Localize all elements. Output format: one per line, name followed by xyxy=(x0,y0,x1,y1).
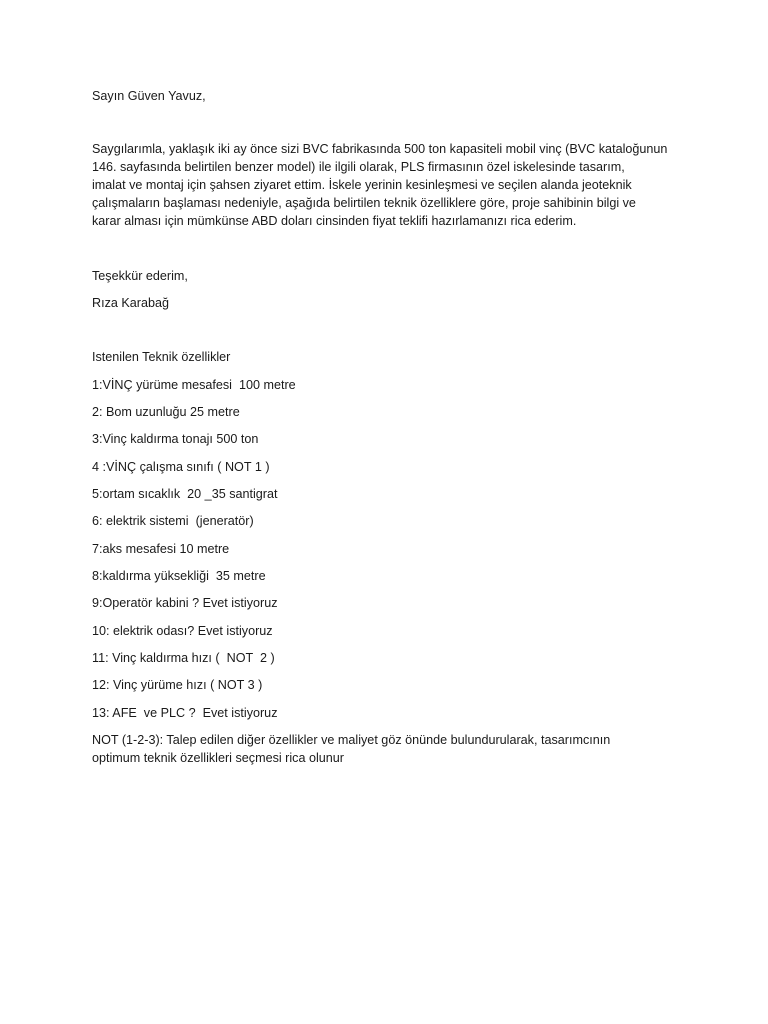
note-line: optimum teknik özellikleri seçmesi rica olunur xyxy=(92,751,344,765)
note-paragraph xyxy=(92,731,610,767)
spec-item: 4 :VİNÇ çalışma sınıfı ( NOT 1 ) xyxy=(92,460,270,474)
spec-item: 7:aks mesafesi 10 metre xyxy=(92,542,230,556)
spec-item: 9:Operatör kabini ? Evet istiyoruz xyxy=(92,596,278,610)
spec-item: 10: elektrik odası? Evet istiyoruz xyxy=(92,624,273,638)
body-line: karar alması için mümkünse ABD doları cinsinden fiyat teklifi hazırlamanızı rica ederim. xyxy=(92,214,577,228)
salutation: Sayın Güven Yavuz, xyxy=(92,89,206,103)
spec-item: 2: Bom uzunluğu 25 metre xyxy=(92,405,240,419)
spec-item: 1:VİNÇ yürüme mesafesi 100 metre xyxy=(92,378,296,392)
body-paragraph xyxy=(92,140,667,230)
spec-item: 8:kaldırma yüksekliği 35 metre xyxy=(92,569,266,583)
spec-item: 3:Vinç kaldırma tonajı 500 ton xyxy=(92,432,259,446)
closing: Teşekkür ederim, xyxy=(92,269,188,283)
spec-item: 12: Vinç yürüme hızı ( NOT 3 ) xyxy=(92,678,263,692)
spec-item: 11: Vinç kaldırma hızı ( NOT 2 ) xyxy=(92,651,275,665)
spec-item: 6: elektrik sistemi (jeneratör) xyxy=(92,514,254,528)
signature: Rıza Karabağ xyxy=(92,296,170,310)
specs-heading: Istenilen Teknik özellikler xyxy=(92,350,231,364)
spec-item: 5:ortam sıcaklık 20 _35 santigrat xyxy=(92,487,278,501)
body-line: 146. sayfasında belirtilen benzer model) ile ilgili olarak, PLS firmasının özel iskelesinde tasarım, xyxy=(92,160,625,174)
body-line: çalışmaların başlaması nedeniyle, aşağıda belirtilen teknik özelliklere göre, proje sahibinin bilgi ve xyxy=(92,196,636,210)
spec-item: 13: AFE ve PLC ? Evet istiyoruz xyxy=(92,706,278,720)
body-line: Saygılarımla, yaklaşık iki ay önce sizi BVC fabrikasında 500 ton kapasiteli mobil vinç (BVC kataloğunun xyxy=(92,142,668,156)
note-line: NOT (1-2-3): Talep edilen diğer özellikler ve maliyet göz önünde bulundurularak, tasarımcının xyxy=(92,733,611,747)
body-line: imalat ve montaj için şahsen ziyaret ettim. İskele yerinin kesinleşmesi ve seçilen alanda jeoteknik xyxy=(92,178,632,192)
